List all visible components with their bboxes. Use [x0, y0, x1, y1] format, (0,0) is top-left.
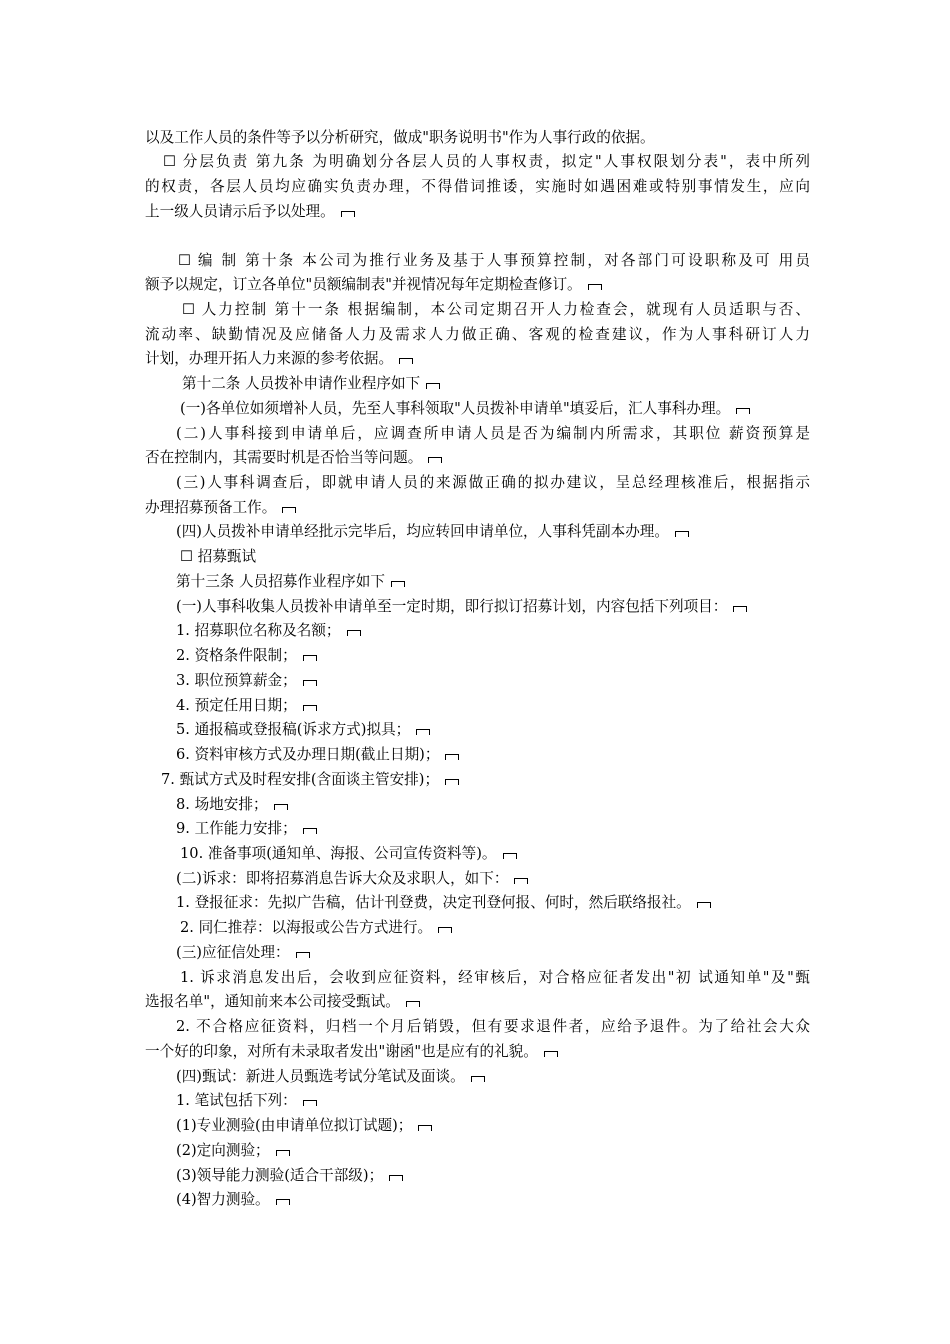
- text-line: 一个好的印象，对所有未录取者发出"谢函"也是应有的礼貌。: [145, 1043, 810, 1061]
- list-item: 1. 诉求消息发出后，会收到应征资料，经审核后，对合格应征者发出"初 试通知单"及"甄: [180, 969, 810, 986]
- paragraph-mark: [733, 606, 747, 612]
- paragraph-mark: [389, 1175, 403, 1181]
- list-item: 1. 登报征求：先拟广告稿，估计刊登费，决定刊登何报、何时，然后联络报社。: [176, 894, 841, 912]
- paragraph-mark: [303, 655, 317, 661]
- list-item: 8. 场地安排；: [176, 796, 841, 814]
- paragraph-mark: [426, 383, 440, 389]
- text-line: 以及工作人员的条件等予以分析研究，做成"职务说明书"作为人事行政的依据。: [145, 129, 655, 146]
- text-line: 流动率、缺勤情况及应储备人力及需求人力做正确、客观的检查建议，作为人事科研订人力: [145, 326, 810, 343]
- paragraph-mark: [303, 828, 317, 834]
- paragraph-mark: [303, 705, 317, 711]
- text-line: 办理招募预备工作。: [145, 499, 810, 517]
- list-item: 1. 笔试包括下列：: [176, 1092, 841, 1110]
- paragraph-mark: [588, 284, 602, 290]
- paragraph-mark: [303, 1100, 317, 1106]
- text-line: 额予以规定，订立各单位"员额编制表"并视情况每年定期检查修订。: [145, 276, 810, 294]
- text-line: (一)各单位如须增补人员，先至人事科领取"人员拨补申请单"填妥后，汇人事科办理。: [180, 400, 810, 418]
- list-item: 2. 不合格应征资料，归档一个月后销毁，但有要求退件者，应给予退件。为了给社会大众: [176, 1018, 810, 1035]
- text-line: 计划，办理开拓人力来源的参考依据。: [145, 350, 810, 368]
- list-item: (3)领导能力测验(适合干部级)；: [176, 1167, 841, 1185]
- paragraph-mark: [276, 1199, 290, 1205]
- list-item: 7. 甄试方式及时程安排(含面谈主管安排)；: [161, 771, 826, 789]
- paragraph-mark: [418, 1125, 432, 1131]
- list-item: 1. 招募职位名称及名额；: [176, 622, 841, 640]
- list-item: (1)专业测验(由申请单位拟订试题)；: [176, 1117, 841, 1135]
- paragraph-mark: [347, 630, 361, 636]
- paragraph-mark: [503, 853, 517, 859]
- text-line: ☐ 分层负责 第九条 为明确划分各层人员的人事权责，拟定"人事权限划分表"，表中所列: [163, 153, 810, 170]
- section-heading: ☐ 招募甄试: [180, 548, 257, 565]
- list-item: 2. 资格条件限制；: [176, 647, 841, 665]
- text-line: (三)应征信处理：: [176, 944, 841, 962]
- text-line: (二)人事科接到申请单后，应调查所申请人员是否为编制内所需求，其职位 薪资预算是: [176, 425, 810, 442]
- paragraph-mark: [471, 1076, 485, 1082]
- paragraph-mark: [697, 902, 711, 908]
- text-line: (三)人事科调查后，即就申请人员的来源做正确的拟办建议，呈总经理核准后，根据指示: [176, 474, 810, 491]
- paragraph-mark: [391, 581, 405, 587]
- list-item: 2. 同仁推荐：以海报或公告方式进行。: [180, 919, 845, 937]
- paragraph-mark: [303, 680, 317, 686]
- text-line: (一)人事科收集人员拨补申请单至一定时期，即行拟订招募计划，内容包括下列项目：: [176, 598, 810, 616]
- paragraph-mark: [445, 754, 459, 760]
- text-line: ☐ 编 制 第十条 本公司为推行业务及基于人事预算控制，对各部门可设职称及可 用员: [178, 252, 810, 269]
- paragraph-mark: [544, 1051, 558, 1057]
- text-line: 第十三条 人员招募作业程序如下: [176, 573, 841, 591]
- paragraph-mark: [514, 878, 528, 884]
- text-line: 上一级人员请示后予以处理。: [145, 203, 810, 221]
- list-item: 10. 准备事项(通知单、海报、公司宣传资料等)。: [180, 845, 845, 863]
- paragraph-mark: [274, 804, 288, 810]
- text-line: ☐ 人力控制 第十一条 根据编制，本公司定期召开人力检查会，就现有人员适职与否、: [182, 301, 810, 318]
- list-item: 5. 通报稿或登报稿(诉求方式)拟具；: [176, 721, 841, 739]
- paragraph-mark: [276, 1150, 290, 1156]
- paragraph-mark: [406, 1001, 420, 1007]
- text-line: (四)甄试：新进人员甄选考试分笔试及面谈。: [176, 1068, 841, 1086]
- paragraph-mark: [341, 211, 355, 217]
- paragraph-mark: [438, 927, 452, 933]
- text-line: 的权责，各层人员均应确实负责办理，不得借词推诿，实施时如遇困难或特别事情发生，应向: [145, 178, 810, 195]
- text-line: (四)人员拨补申请单经批示完毕后，均应转回申请单位，人事科凭副本办理。: [176, 523, 841, 541]
- list-item: 9. 工作能力安排；: [176, 820, 841, 838]
- text-line: 第十二条 人员拨补申请作业程序如下: [182, 375, 847, 393]
- paragraph-mark: [399, 358, 413, 364]
- text-line: 否在控制内，其需要时机是否恰当等问题。: [145, 449, 810, 467]
- list-item: 6. 资料审核方式及办理日期(截止日期)；: [176, 746, 841, 764]
- paragraph-mark: [675, 531, 689, 537]
- paragraph-mark: [428, 457, 442, 463]
- list-item: 4. 预定任用日期；: [176, 697, 841, 715]
- list-item: (4)智力测验。: [176, 1191, 841, 1209]
- paragraph-mark: [296, 952, 310, 958]
- text-line: (二)诉求：即将招募消息告诉大众及求职人，如下：: [176, 870, 841, 888]
- list-item: 3. 职位预算薪金；: [176, 672, 841, 690]
- paragraph-mark: [416, 729, 430, 735]
- list-item: (2)定向测验；: [176, 1142, 841, 1160]
- text-line: 选报名单"，通知前来本公司接受甄试。: [145, 993, 810, 1011]
- paragraph-mark: [736, 408, 750, 414]
- paragraph-mark: [282, 507, 296, 513]
- paragraph-mark: [445, 779, 459, 785]
